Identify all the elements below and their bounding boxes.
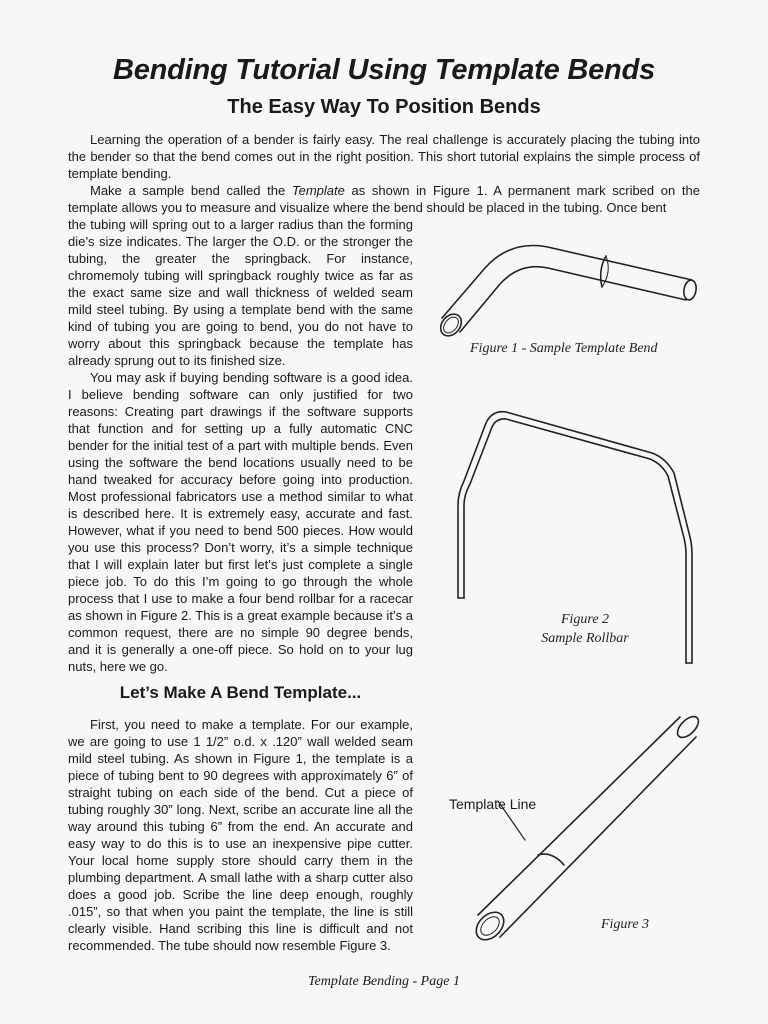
figure-2-caption-line-2: Sample Rollbar <box>541 631 629 646</box>
page-subtitle: The Easy Way To Position Bends <box>227 96 541 118</box>
section-heading: Let’s Make A Bend Template... <box>119 683 362 702</box>
template-paragraph: First, you need to make a template. For our example, we are going to use 1 1/2” o.d. x .120” wall welded seam mild steel tubing. As shown in Figure 1, the template is a piece of tubing bent to 90 degrees with approximately 6” of straight tubing on each side of the bend. Cut a piece of tubing roughly 30” long. Next, scribe an accurate line all the way around this tubing 6” from the end. An accurate and easy way to do this is to use an inexpensive pipe cutter. Your local home supply store should carry them in the plumbing department. A small lathe with a sharp cutter also does a good job. Scribe the line deep enough, roughly .015”, so that when you paint the template, the line is still clearly visible. Hand scribing this line is difficult and not recommended. The tube should now resemble Figure 3. <box>68 717 413 953</box>
intro-paragraph-2: Make a sample bend called the Template as shown in Figure 1. A permanent mark scribed on the template allows you to measure and visualize where the bend should be placed in the tubing. Once bent <box>68 183 701 215</box>
figure-3-tube <box>470 705 710 950</box>
template-emphasis: Template <box>291 183 345 198</box>
intro-paragraph-1: Learning the operation of a bender is fairly easy. The real challenge is accurately placing the tubing into the bender so that the bend comes out in the right position. This short tutorial explains the simple process of template bending. <box>68 132 700 181</box>
section-text <box>68 716 413 954</box>
left-column-text <box>68 216 413 675</box>
figure-1-caption: Figure 1 - Sample Template Bend <box>470 341 658 356</box>
software-paragraph: You may ask if buying bending software is a good idea. I believe bending software can only justified for two reasons: Creating part drawings if the software supports that function and for setting up a fully automatic CNC bender for the initial test of a part with multiple bends. Even using the software the bend locations usually need to be hand tweaked for accuracy before going into production. Most professional fabricators use a method similar to what is described here. It is extremely easy, accurate and fast. However, what if you need to bend 500 pieces. How would you use this process? Don’t worry, it’s a simple technique that I will explain later but first let’s just complete a single piece job. To do this I’m going to go through the whole process that I use to make a four bend rollbar for a racecar as shown in Figure 2. This is a great example because it’s a common request, there are no simple 90 degree bends, and it is generally a one-off piece. So hold on to your lug nuts, here we go. <box>68 370 413 674</box>
springback-paragraph: the tubing will spring out to a larger radius than the forming die’s size indicates. The larger the O.D. or the stronger the tubing, the greater the springback. For instance, chromemoly tubing will springback roughly twice as far as the exact same size and wall thickness of welded seam mild steel tubing. By using a template bend with the same kind of tubing you are going to bend, you do not have to worry about this springback because the template has already sprung out to its finished size. <box>68 217 413 368</box>
figure-2-caption <box>520 610 650 648</box>
page-title: Bending Tutorial Using Template Bends <box>112 54 656 86</box>
figure-1-template-bend <box>430 230 720 350</box>
figure-2-caption-line-1: Figure 2 <box>560 612 610 627</box>
figure-3-caption: Figure 3 <box>600 917 650 932</box>
template-line-label: Template Line <box>449 796 537 812</box>
page-footer: Template Bending - Page 1 <box>308 974 460 989</box>
